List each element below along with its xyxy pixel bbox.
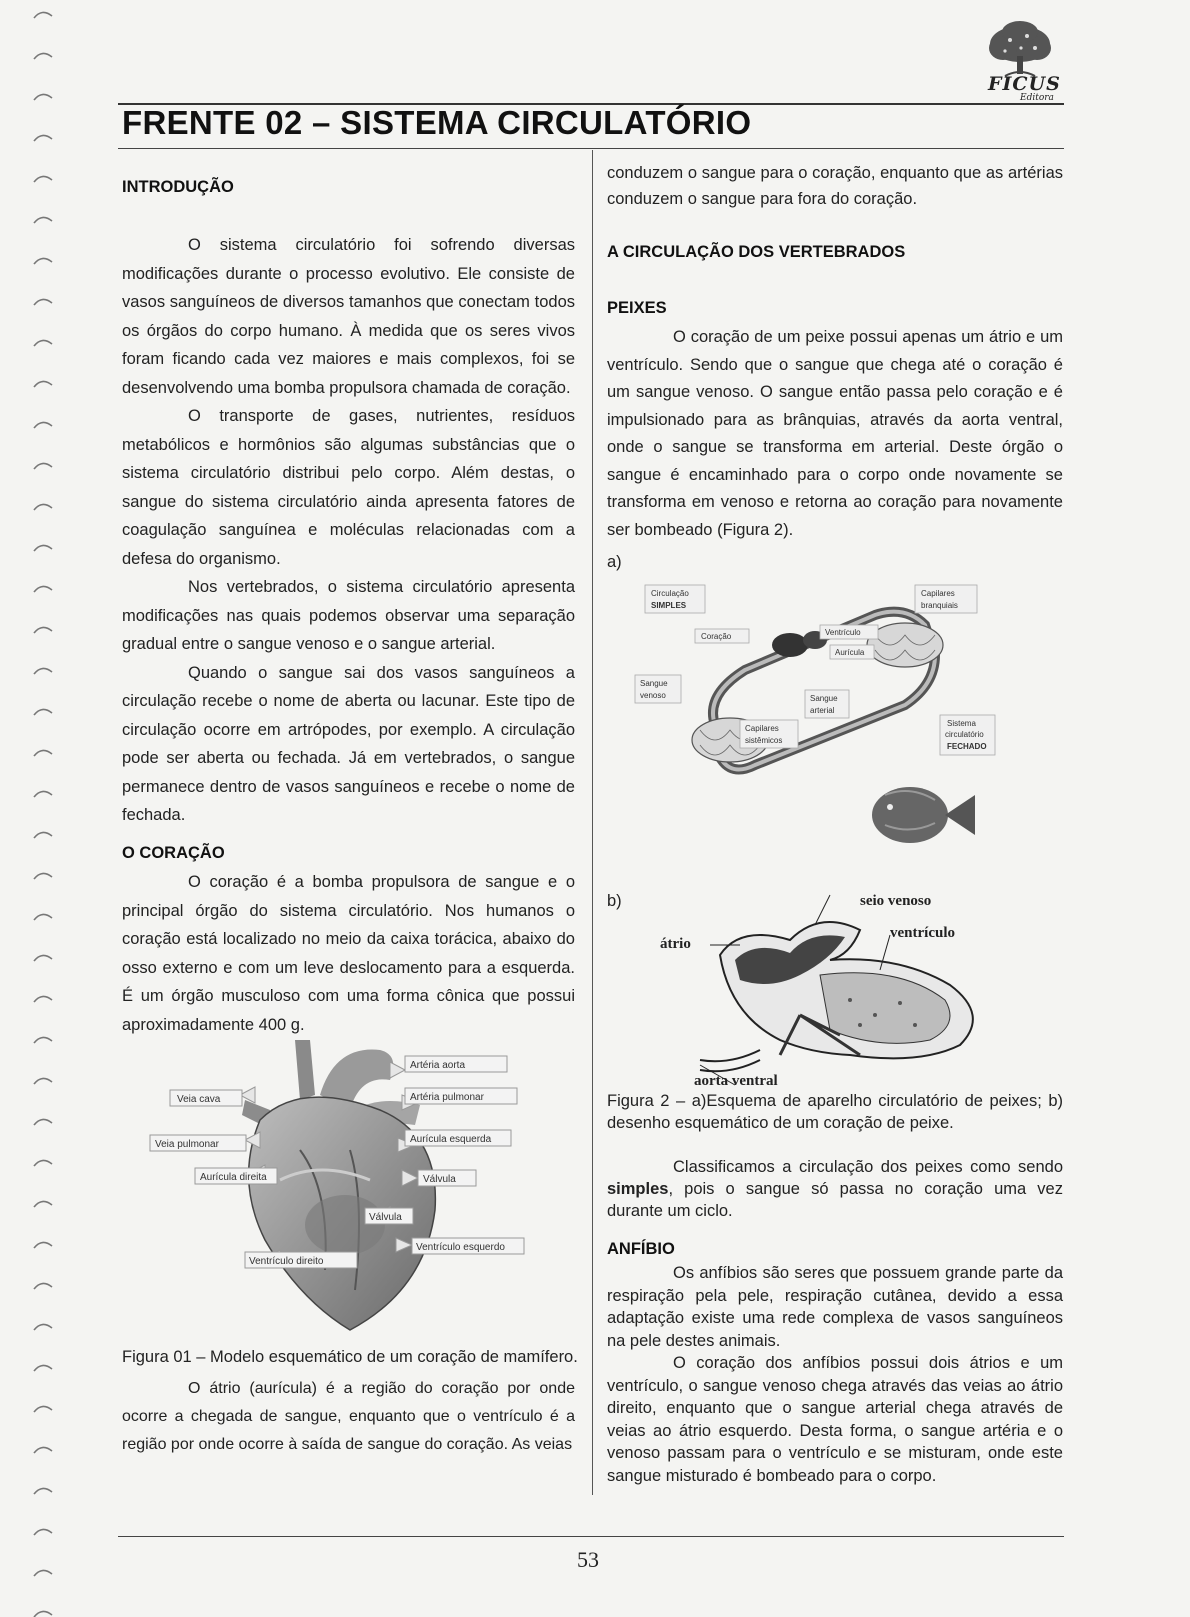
classify-paragraph	[607, 1156, 1063, 1222]
spiral-ring	[34, 1406, 52, 1412]
column-divider	[592, 150, 593, 1495]
spiral-ring	[34, 586, 52, 592]
spiral-ring	[34, 381, 52, 387]
label-auricula-esquerda: Aurícula esquerda	[410, 1134, 492, 1145]
spiral-binding	[22, 0, 62, 1617]
amphibian-paragraph: O coração dos anfíbios possui dois átrios e um ventrículo, o sangue venoso chega através das veias ao átrio direito, enquanto que o sangue arterial chega através de veias ao átrio esquerdo. Desta forma, o sangue artéria e o venoso passam para o ventrículo e se misturam, onde este sangue misturado é bombeado para o corpo.	[607, 1354, 1063, 1485]
spiral-ring	[34, 1119, 52, 1125]
label-seio-venoso: seio venoso	[860, 893, 932, 909]
heart-heading: O CORAÇÃO	[122, 844, 225, 862]
intro-paragraph: O transporte de gases, nutrientes, resíduos metabólicos e hormônios são algumas substâncias que o sistema circulatório distribui pelo corpo. Além destas, o sangue do sistema circulatório ainda apresenta fatores de coagulação sanguínea e moléculas relacionadas com a defesa do organismo.	[122, 407, 575, 568]
figure-a-marker: a)	[607, 553, 622, 571]
spiral-ring	[34, 217, 52, 223]
label-capilares: Capilares	[745, 724, 779, 733]
label-ventriculo: Ventrículo	[825, 628, 861, 637]
spiral-ring	[34, 1365, 52, 1371]
label-sistema: Sistema	[947, 719, 976, 728]
spiral-ring	[34, 135, 52, 141]
spiral-ring	[34, 955, 52, 961]
label-veia-cava: Veia cava	[177, 1094, 221, 1105]
atrio-text	[122, 1375, 575, 1459]
vertebrates-heading: A CIRCULAÇÃO DOS VERTEBRADOS	[607, 243, 906, 261]
figure-2b-fish-heart	[660, 893, 1020, 1085]
spiral-ring	[34, 1488, 52, 1494]
label-sangue: Sangue	[810, 694, 838, 703]
figure-1-heart	[150, 1040, 530, 1340]
atrio-paragraph: O átrio (aurícula) é a região do coração por onde ocorre a chegada de sangue, enquanto que o ventrículo é a região por onde ocorre à saída de sangue do coração. As veias	[122, 1380, 575, 1453]
amphibian-paragraph: Os anfíbios são seres que possuem grande parte da respiração pela pele, respiração cutânea, devido a essa adaptação existe uma rede complexa de vasos sanguíneos na pele destes animais.	[607, 1264, 1063, 1350]
fish-text	[607, 324, 1063, 544]
label-capilares: Capilares	[921, 589, 955, 598]
spiral-ring	[34, 832, 52, 838]
spiral-ring	[34, 709, 52, 715]
heart-paragraph: O coração é a bomba propulsora de sangue e o principal órgão do sistema circulatório. Nos humanos o coração está localizado no meio da caixa torácica, abaixo do osso externo e com um leve deslocamento para a esquerda. É um órgão musculoso com uma forma cônica que possui aproximadamente 400 g.	[122, 873, 575, 1034]
amphibian-heading: ANFÍBIO	[607, 1240, 675, 1258]
figure-2a-fish-circulation	[635, 585, 995, 855]
classify-lead: Classificamos a circulação dos peixes como sendo	[673, 1158, 1063, 1176]
label-simples: SIMPLES	[651, 601, 687, 610]
spiral-ring	[34, 873, 52, 879]
label-valvula: Válvula	[423, 1174, 456, 1185]
figure-b-marker: b)	[607, 892, 622, 910]
spiral-ring	[34, 750, 52, 756]
intro-paragraph: Nos vertebrados, o sistema circulatório apresenta modificações nas quais podemos observar uma separação gradual entre o sangue venoso e o sangue arterial.	[122, 578, 575, 653]
label-auricula: Aurícula	[835, 648, 865, 657]
spiral-ring	[34, 1324, 52, 1330]
fish-icon	[872, 787, 975, 843]
label-aorta-ventral: aorta ventral	[694, 1073, 778, 1089]
spiral-ring	[34, 176, 52, 182]
spiral-ring	[34, 12, 52, 18]
fish-heading: PEIXES	[607, 299, 667, 317]
spiral-ring	[34, 1242, 52, 1248]
label-venoso: venoso	[640, 691, 666, 700]
continuation-text	[607, 160, 1063, 212]
label-auricula-direita: Aurícula direita	[200, 1172, 267, 1183]
label-sistemicos: sistêmicos	[745, 736, 783, 745]
label-arteria-aorta: Artéria aorta	[410, 1060, 466, 1071]
spiral-ring	[34, 1283, 52, 1289]
spiral-ring	[34, 791, 52, 797]
spiral-ring	[34, 422, 52, 428]
spiral-ring	[34, 258, 52, 264]
label-arteria-pulmonar: Artéria pulmonar	[410, 1092, 484, 1103]
label-veia-pulmonar: Veia pulmonar	[155, 1139, 219, 1150]
spiral-ring	[34, 53, 52, 59]
spiral-ring	[34, 996, 52, 1002]
intro-paragraph: O sistema circulatório foi sofrendo diversas modificações durante o processo evolutivo. Ele consiste de vasos sanguíneos de diversos tamanhos que conectam todos os órgãos do corpo humano. À medida que os seres vivos foram ficando cada vez maiores e mais complexos, foi se desenvolvendo uma bomba propulsora chamada de coração.	[122, 236, 575, 397]
amphibian-text	[607, 1262, 1063, 1487]
spiral-ring	[34, 1078, 52, 1084]
continuation-paragraph: conduzem o sangue para o coração, enquanto que as artérias conduzem o sangue para fora do coração.	[607, 164, 1063, 208]
label-valvula: Válvula	[369, 1212, 402, 1223]
brand-subtitle: Editora	[1020, 93, 1054, 103]
label-sangue: Sangue	[640, 679, 668, 688]
spiral-ring	[34, 1611, 52, 1617]
label-fechado: FECHADO	[947, 742, 987, 751]
classify-bold: simples	[607, 1180, 669, 1198]
spiral-ring	[34, 545, 52, 551]
classify-text	[607, 1156, 1063, 1222]
label-ventriculo: ventrículo	[890, 925, 955, 941]
spiral-ring	[34, 627, 52, 633]
figure-2-caption: Figura 2 – a)Esquema de aparelho circulatório de peixes; b) desenho esquemático de um coração de peixe.	[607, 1092, 1063, 1132]
intro-heading: INTRODUÇÃO	[122, 178, 234, 196]
spiral-ring	[34, 299, 52, 305]
fish-paragraph: O coração de um peixe possui apenas um átrio e um ventrículo. Sendo que o sangue que chega até o coração é um sangue venoso. O sangue então passa pelo coração e é impulsionado para as brânquias, através da aorta ventral, onde o sangue se transforma em arterial. Deste órgão o sangue é encaminhado para o corpo onde novamente se transforma em venoso e retorna ao coração para novamente ser bombeado (Figura 2).	[607, 328, 1063, 539]
heart-text	[122, 868, 575, 1039]
label-atrio: átrio	[660, 936, 691, 952]
page-title: FRENTE 02 – SISTEMA CIRCULATÓRIO	[122, 104, 752, 141]
intro-text	[122, 231, 575, 830]
spiral-ring	[34, 340, 52, 346]
spiral-ring	[34, 914, 52, 920]
brand-name: FICUS	[988, 73, 1061, 95]
spiral-ring	[34, 1447, 52, 1453]
title-rule	[118, 148, 1064, 149]
intro-paragraph: Quando o sangue sai dos vasos sanguíneos a circulação recebe o nome de aberta ou lacunar. Este tipo de circulação ocorre em artrópodes, por exemplo. A circulação pode ser aberta ou fechada. Já em vertebrados, o sangue permanece dentro de vasos sanguíneos e recebe o nome de fechada.	[122, 663, 575, 824]
label-branquiais: branquiais	[921, 601, 958, 610]
spiral-ring	[34, 504, 52, 510]
label-ventriculo-esquerdo: Ventrículo esquerdo	[416, 1242, 505, 1253]
classify-rest: , pois o sangue só passa no coração uma vez durante um ciclo.	[607, 1180, 1063, 1220]
label-coracao: Coração	[701, 632, 732, 641]
spiral-ring	[34, 463, 52, 469]
figure-1-caption: Figura 01 – Modelo esquemático de um coração de mamífero.	[122, 1348, 578, 1366]
spiral-ring	[34, 94, 52, 100]
spiral-ring	[34, 1201, 52, 1207]
spiral-ring	[34, 1037, 52, 1043]
label-ventriculo-direito: Ventrículo direito	[249, 1256, 324, 1267]
label-circulacao: Circulação	[651, 589, 689, 598]
spiral-ring	[34, 1160, 52, 1166]
spiral-ring	[34, 1529, 52, 1535]
footer-rule	[118, 1536, 1064, 1537]
spiral-ring	[34, 1570, 52, 1576]
label-arterial: arterial	[810, 706, 835, 715]
spiral-ring	[34, 668, 52, 674]
page-number: 53	[577, 1547, 599, 1572]
label-circulatorio: circulatório	[945, 730, 984, 739]
